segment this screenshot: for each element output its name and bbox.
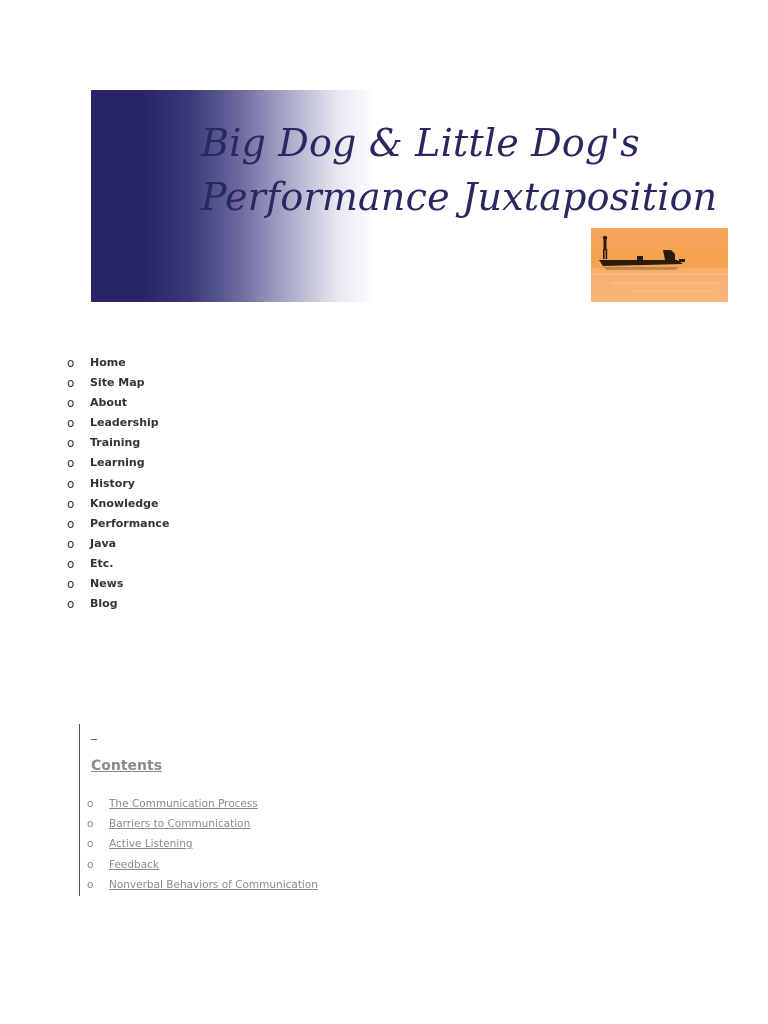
nav-bullet: o <box>67 436 75 451</box>
nav-link-knowledge[interactable]: Knowledge <box>90 496 159 510</box>
contents-item <box>87 855 318 875</box>
nav-bullet: o <box>67 396 75 411</box>
table-of-contents <box>79 724 380 896</box>
contents-bullet: o <box>87 818 94 831</box>
nav-link-home[interactable]: Home <box>90 356 126 369</box>
site-banner <box>91 90 728 302</box>
nav-link-history[interactable]: History <box>90 476 135 490</box>
contents-link-active-listening[interactable] <box>87 838 193 850</box>
nav-link-news[interactable]: News <box>90 577 124 591</box>
boat-silhouette-icon <box>591 228 728 302</box>
contents-list <box>87 794 318 895</box>
nav-bullet: o <box>67 416 75 431</box>
contents-link-communication-process[interactable] <box>87 798 258 810</box>
nav-bullet: o <box>67 496 75 511</box>
contents-link-barriers[interactable] <box>87 818 250 830</box>
nav-bullet: o <box>67 516 75 531</box>
contents-item <box>87 814 318 834</box>
nav-bullet: o <box>67 577 75 592</box>
nav-link-learning[interactable]: Learning <box>90 456 145 470</box>
nav-bullet: o <box>67 376 75 391</box>
contents-link-label: Barriers to Communication <box>109 818 251 831</box>
contents-link-label: The Communication Process <box>109 798 258 810</box>
nav-link-java[interactable]: Java <box>90 536 117 550</box>
contents-dash: _ <box>91 726 97 740</box>
site-title <box>201 116 717 224</box>
contents-heading: Contents <box>91 758 163 774</box>
nav-link-performance[interactable]: Performance <box>90 516 170 530</box>
nav-link-site-map[interactable]: Site Map <box>90 376 145 390</box>
contents-link-label: Active Listening <box>109 838 193 851</box>
contents-item <box>87 834 318 854</box>
contents-bullet: o <box>87 858 94 871</box>
contents-link-nonverbal[interactable] <box>87 879 318 891</box>
nav-bullet: o <box>67 456 75 471</box>
nav-bullet: o <box>67 597 75 612</box>
contents-bullet: o <box>87 798 94 810</box>
nav-link-about[interactable]: About <box>90 396 128 410</box>
nav-bullet: o <box>67 556 75 571</box>
site-title-line-2: Performance Juxtaposition <box>201 175 718 219</box>
site-title-line-1: Big Dog & Little Dog's <box>201 121 640 165</box>
nav-link-blog[interactable]: Blog <box>90 597 118 611</box>
contents-link-label: Nonverbal Behaviors of Communication <box>109 878 318 891</box>
contents-item <box>87 794 318 814</box>
nav-link-etc[interactable]: Etc. <box>90 556 114 570</box>
boat-silhouette-image <box>591 228 728 302</box>
nav-bullet: o <box>67 536 75 551</box>
contents-item <box>87 875 318 895</box>
nav-bullet: o <box>67 356 75 370</box>
contents-bullet: o <box>87 838 94 851</box>
contents-link-feedback[interactable] <box>87 859 159 871</box>
contents-link-label: Feedback <box>109 858 160 871</box>
nav-bullet: o <box>67 476 75 491</box>
nav-link-training[interactable]: Training <box>90 436 141 450</box>
nav-link-leadership[interactable]: Leadership <box>90 416 159 430</box>
contents-bullet: o <box>87 878 94 891</box>
